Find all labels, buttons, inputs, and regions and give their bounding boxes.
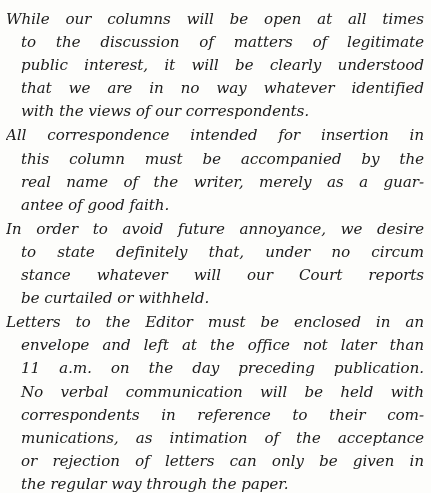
text-line: correspondents in reference to their com- [21, 405, 424, 424]
text-line: Letters to the Editor must be enclosed in an [6, 313, 424, 332]
paragraph-letters-to-editor [6, 311, 424, 496]
text-line: antee of good faith. [21, 195, 170, 214]
text-line: envelope and left at the office not later than [21, 336, 424, 355]
text-line: public interest, it will be clearly understood [21, 56, 424, 75]
text-line: No verbal communication will be held with [21, 382, 424, 401]
text-line: with the views of our correspondents. [21, 102, 310, 121]
text-line: stance whatever will our Court reports [21, 266, 424, 285]
paragraph-views-disclaimer [6, 8, 424, 123]
text-line: that we are in no way whatever identified [21, 79, 424, 98]
text-line: to state definitely that, under no circum [21, 242, 424, 261]
text-line: this column must be accompanied by the [21, 149, 424, 168]
text-line: or rejection of letters can only be given in [21, 451, 424, 470]
text-line: All correspondence intended for insertion in [6, 126, 424, 145]
text-line: munications, as intimation of the acceptance [21, 428, 424, 447]
text-line: to the discussion of matters of legitimate [21, 33, 424, 52]
editorial-notice [6, 8, 424, 497]
text-line: be curtailed or withheld. [21, 289, 210, 308]
text-line: the regular way through the paper. [21, 474, 289, 493]
paragraph-court-reports [6, 218, 424, 310]
text-line: While our columns will be open at all times [6, 10, 424, 28]
text-line: 11 a.m. on the day preceding publication. [21, 359, 424, 378]
text-line: real name of the writer, merely as a guar- [21, 172, 424, 191]
paragraph-correspondence-name [6, 124, 424, 216]
text-line: In order to avoid future annoyance, we desire [6, 219, 424, 238]
